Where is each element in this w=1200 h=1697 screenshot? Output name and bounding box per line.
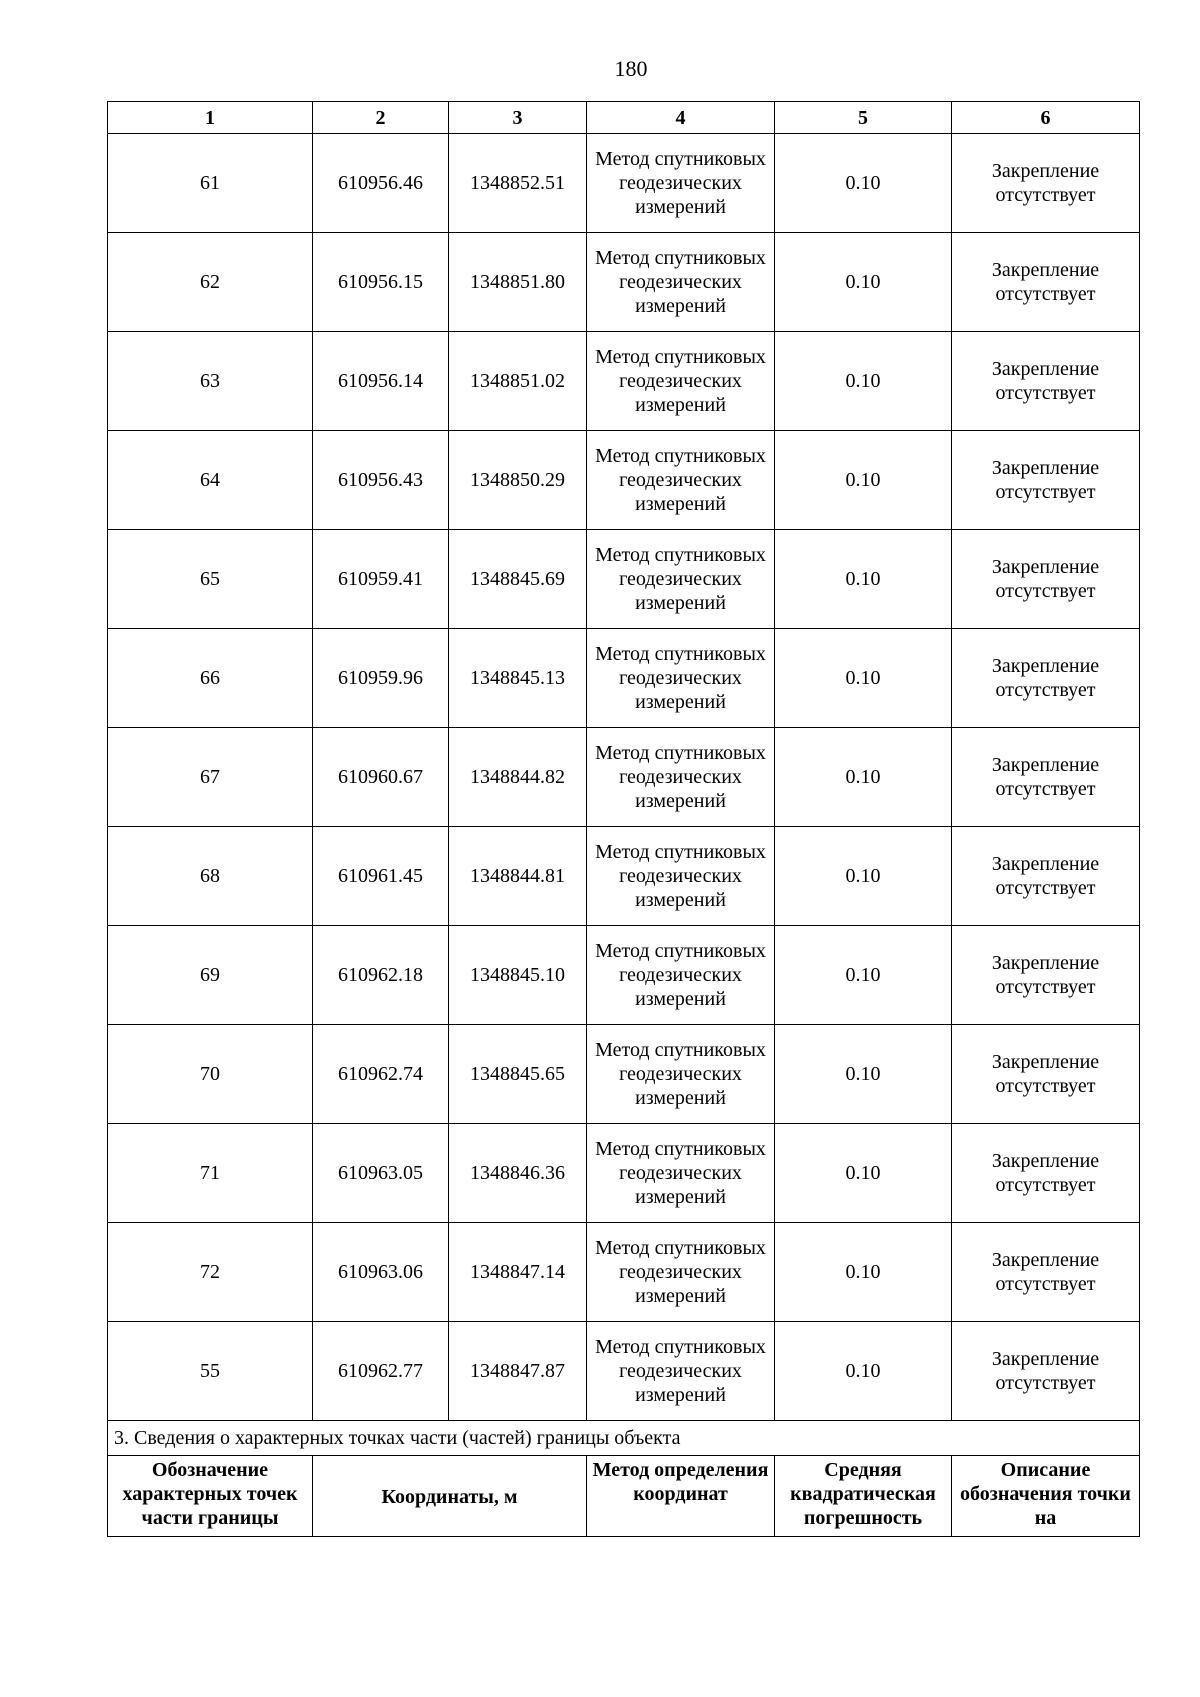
point-number-cell: 63 [108,332,313,431]
column-number: 1 [108,102,313,134]
header-designation: Обозначение характерных точек части границы [108,1456,313,1537]
error-cell: 0.10 [775,629,952,728]
x-coordinate-cell: 610962.18 [313,926,449,1025]
y-coordinate-cell: 1348851.02 [449,332,587,431]
description-cell: Закрепление отсутствует [952,530,1140,629]
point-number-cell: 71 [108,1124,313,1223]
description-cell: Закрепление отсутствует [952,1223,1140,1322]
point-number-cell: 69 [108,926,313,1025]
x-coordinate-cell: 610962.74 [313,1025,449,1124]
description-cell: Закрепление отсутствует [952,827,1140,926]
error-cell: 0.10 [775,134,952,233]
error-cell: 0.10 [775,926,952,1025]
column-number: 3 [449,102,587,134]
table-row [108,926,1140,1025]
y-coordinate-cell: 1348845.69 [449,530,587,629]
y-coordinate-cell: 1348844.82 [449,728,587,827]
point-number-cell: 61 [108,134,313,233]
header-coordinates: Координаты, м [313,1456,587,1537]
table-row [108,728,1140,827]
y-coordinate-cell: 1348845.65 [449,1025,587,1124]
header-description: Описание обозначения точки на [952,1456,1140,1537]
error-cell: 0.10 [775,332,952,431]
y-coordinate-cell: 1348845.10 [449,926,587,1025]
error-cell: 0.10 [775,233,952,332]
x-coordinate-cell: 610956.46 [313,134,449,233]
method-cell: Метод спутниковых геодезических измерений [587,1124,775,1223]
error-cell: 0.10 [775,431,952,530]
point-number-cell: 66 [108,629,313,728]
y-coordinate-cell: 1348850.29 [449,431,587,530]
method-cell: Метод спутниковых геодезических измерений [587,728,775,827]
description-cell: Закрепление отсутствует [952,728,1140,827]
description-cell: Закрепление отсутствует [952,431,1140,530]
method-cell: Метод спутниковых геодезических измерений [587,233,775,332]
x-coordinate-cell: 610959.96 [313,629,449,728]
description-cell: Закрепление отсутствует [952,926,1140,1025]
method-cell: Метод спутниковых геодезических измерений [587,431,775,530]
description-cell: Закрепление отсутствует [952,1124,1140,1223]
description-cell: Закрепление отсутствует [952,134,1140,233]
method-cell: Метод спутниковых геодезических измерений [587,1025,775,1124]
error-cell: 0.10 [775,530,952,629]
point-number-cell: 67 [108,728,313,827]
description-cell: Закрепление отсутствует [952,1025,1140,1124]
point-number-cell: 62 [108,233,313,332]
section-row [108,1421,1140,1456]
error-cell: 0.10 [775,1322,952,1421]
method-cell: Метод спутниковых геодезических измерений [587,827,775,926]
x-coordinate-cell: 610959.41 [313,530,449,629]
description-cell: Закрепление отсутствует [952,629,1140,728]
column-number: 4 [587,102,775,134]
section-title: 3. Сведения о характерных точках части (частей) границы объекта [108,1421,1140,1456]
column-number: 6 [952,102,1140,134]
y-coordinate-cell: 1348844.81 [449,827,587,926]
error-cell: 0.10 [775,728,952,827]
x-coordinate-cell: 610956.15 [313,233,449,332]
error-cell: 0.10 [775,827,952,926]
table-row [108,1025,1140,1124]
method-cell: Метод спутниковых геодезических измерений [587,134,775,233]
table-row [108,1322,1140,1421]
table-row [108,134,1140,233]
table-row [108,233,1140,332]
x-coordinate-cell: 610961.45 [313,827,449,926]
y-coordinate-cell: 1348851.80 [449,233,587,332]
table-row [108,332,1140,431]
point-number-cell: 72 [108,1223,313,1322]
error-cell: 0.10 [775,1124,952,1223]
x-coordinate-cell: 610956.14 [313,332,449,431]
table-row [108,431,1140,530]
method-cell: Метод спутниковых геодезических измерений [587,1223,775,1322]
table-row [108,530,1140,629]
x-coordinate-cell: 610963.06 [313,1223,449,1322]
table-row [108,629,1140,728]
point-number-cell: 64 [108,431,313,530]
method-cell: Метод спутниковых геодезических измерений [587,1322,775,1421]
y-coordinate-cell: 1348852.51 [449,134,587,233]
method-cell: Метод спутниковых геодезических измерений [587,530,775,629]
table-row [108,1223,1140,1322]
error-cell: 0.10 [775,1223,952,1322]
description-cell: Закрепление отсутствует [952,1322,1140,1421]
method-cell: Метод спутниковых геодезических измерений [587,629,775,728]
x-coordinate-cell: 610956.43 [313,431,449,530]
y-coordinate-cell: 1348847.87 [449,1322,587,1421]
y-coordinate-cell: 1348845.13 [449,629,587,728]
error-cell: 0.10 [775,1025,952,1124]
description-cell: Закрепление отсутствует [952,332,1140,431]
point-number-cell: 55 [108,1322,313,1421]
header-error: Средняя квадратическая погрешность [775,1456,952,1537]
point-number-cell: 65 [108,530,313,629]
description-cell: Закрепление отсутствует [952,233,1140,332]
x-coordinate-cell: 610963.05 [313,1124,449,1223]
y-coordinate-cell: 1348846.36 [449,1124,587,1223]
point-number-cell: 68 [108,827,313,926]
y-coordinate-cell: 1348847.14 [449,1223,587,1322]
page-number: 180 [614,56,648,81]
table-row [108,1124,1140,1223]
header-method: Метод определения координат [587,1456,775,1537]
point-number-cell: 70 [108,1025,313,1124]
column-number: 5 [775,102,952,134]
section-header-row [108,1456,1140,1537]
column-number: 2 [313,102,449,134]
x-coordinate-cell: 610960.67 [313,728,449,827]
method-cell: Метод спутниковых геодезических измерений [587,926,775,1025]
coordinates-table [107,101,1140,1537]
x-coordinate-cell: 610962.77 [313,1322,449,1421]
table-row [108,827,1140,926]
column-number-row [108,102,1140,134]
method-cell: Метод спутниковых геодезических измерений [587,332,775,431]
